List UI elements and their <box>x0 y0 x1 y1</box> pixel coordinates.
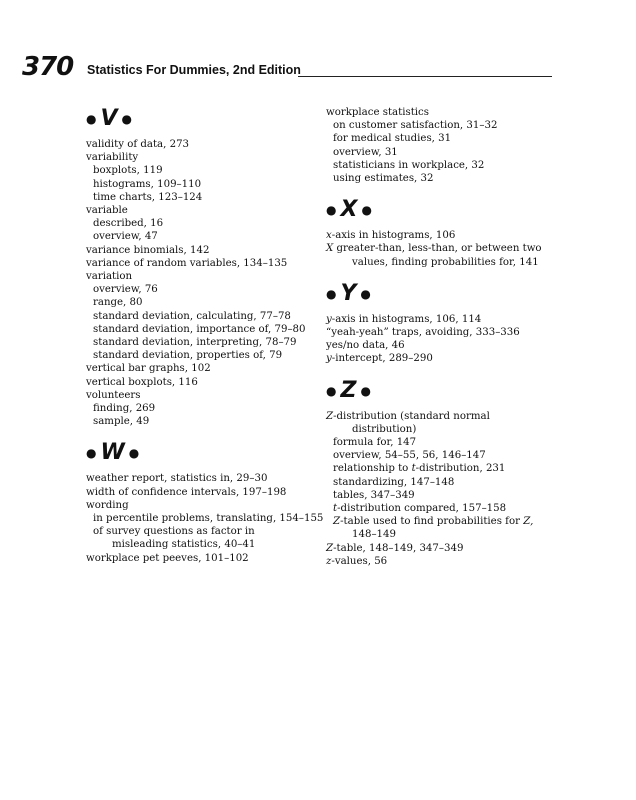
index-subentry: tables, 347–349 <box>333 489 415 501</box>
index-entry-continuation: distribution) <box>352 423 417 435</box>
index-subentry: formula for, 147 <box>333 437 417 449</box>
index-entry: variance of random variables, 134–135 <box>86 257 288 269</box>
index-subentry: Z-table used to find probabilities for Z, <box>333 516 534 528</box>
index-subentry: on customer satisfaction, 31–32 <box>333 120 498 132</box>
index-subentry: boxplots, 119 <box>93 165 163 177</box>
section-heading-w: ● W ● <box>86 440 140 466</box>
index-entry: y-axis in histograms, 106, 114 <box>326 313 482 325</box>
index-entry: y-intercept, 289–290 <box>326 353 433 365</box>
running-header <box>22 52 552 82</box>
index-subentry: described, 16 <box>93 218 164 230</box>
index-entry-continuation: 148–149 <box>352 529 396 541</box>
index-entry: variance binomials, 142 <box>86 244 210 256</box>
index-entry: yes/no data, 46 <box>326 340 405 352</box>
index-subentry: in percentile problems, translating, 154–155 <box>93 513 324 525</box>
index-subentry: standard deviation, importance of, 79–80 <box>93 323 306 335</box>
section-heading-y: ● Y ● <box>326 280 371 306</box>
index-subentry: standard deviation, properties of, 79 <box>93 350 283 362</box>
index-subentry: standard deviation, calculating, 77–78 <box>93 310 291 322</box>
index-subentry: overview, 76 <box>93 284 158 296</box>
index-entry: vertical bar graphs, 102 <box>86 363 211 375</box>
index-entry: variable <box>86 205 128 217</box>
index-entry: Z-table, 148–149, 347–349 <box>326 542 464 554</box>
index-entry: x-axis in histograms, 106 <box>326 230 456 242</box>
section-heading-v: ● V ● <box>86 106 132 131</box>
index-entry: z-values, 56 <box>326 555 388 567</box>
book-title: Statistics For Dummies, 2nd Edition <box>87 63 301 77</box>
index-entry: volunteers <box>86 389 141 401</box>
index-column-left <box>86 104 324 565</box>
index-subentry: range, 80 <box>93 297 143 309</box>
section-heading-x: ● X ● <box>326 197 372 223</box>
index-entry: workplace pet peeves, 101–102 <box>86 552 249 564</box>
index-entry-continuation: misleading statistics, 40–41 <box>112 539 256 551</box>
index-subentry: using estimates, 32 <box>333 173 434 185</box>
header-rule <box>298 76 552 77</box>
index-subentry: relationship to t-distribution, 231 <box>333 463 506 475</box>
index-subentry: sample, 49 <box>93 416 150 428</box>
index-entry: “yeah-yeah” traps, avoiding, 333–336 <box>326 327 520 339</box>
index-entry: validity of data, 273 <box>86 139 190 150</box>
index-subentry: time charts, 123–124 <box>93 191 203 203</box>
index-entry: weather report, statistics in, 29–30 <box>86 473 268 485</box>
index-subentry: overview, 47 <box>93 231 158 243</box>
index-entry-continuation: values, finding probabilities for, 141 <box>352 256 539 268</box>
index-column-right <box>326 106 556 568</box>
index-subentry: histograms, 109–110 <box>93 178 202 190</box>
index-subentry: overview, 31 <box>333 146 398 158</box>
index-subentry: for medical studies, 31 <box>333 133 452 145</box>
index-subentry: finding, 269 <box>93 403 156 415</box>
index-entry: X greater-than, less-than, or between two <box>326 243 542 255</box>
index-subentry: overview, 54–55, 56, 146–147 <box>333 450 486 462</box>
index-subentry: standard deviation, interpreting, 78–79 <box>93 337 297 349</box>
index-subentry: t-distribution compared, 157–158 <box>333 503 507 515</box>
index-entry: wording <box>86 499 129 511</box>
index-entry: variation <box>86 271 133 283</box>
index-entry: width of confidence intervals, 197–198 <box>86 486 287 498</box>
index-subentry: of survey questions as factor in <box>93 526 255 538</box>
index-subentry: statisticians in workplace, 32 <box>333 159 485 171</box>
page-number: 370 <box>22 52 74 82</box>
index-entry: vertical boxplots, 116 <box>86 376 198 388</box>
index-entry: Z-distribution (standard normal <box>326 410 490 422</box>
index-subentry: standardizing, 147–148 <box>333 476 455 488</box>
index-entry: workplace statistics <box>326 107 429 118</box>
index-entry: variability <box>86 152 139 164</box>
section-heading-z: ● Z ● <box>326 377 371 403</box>
